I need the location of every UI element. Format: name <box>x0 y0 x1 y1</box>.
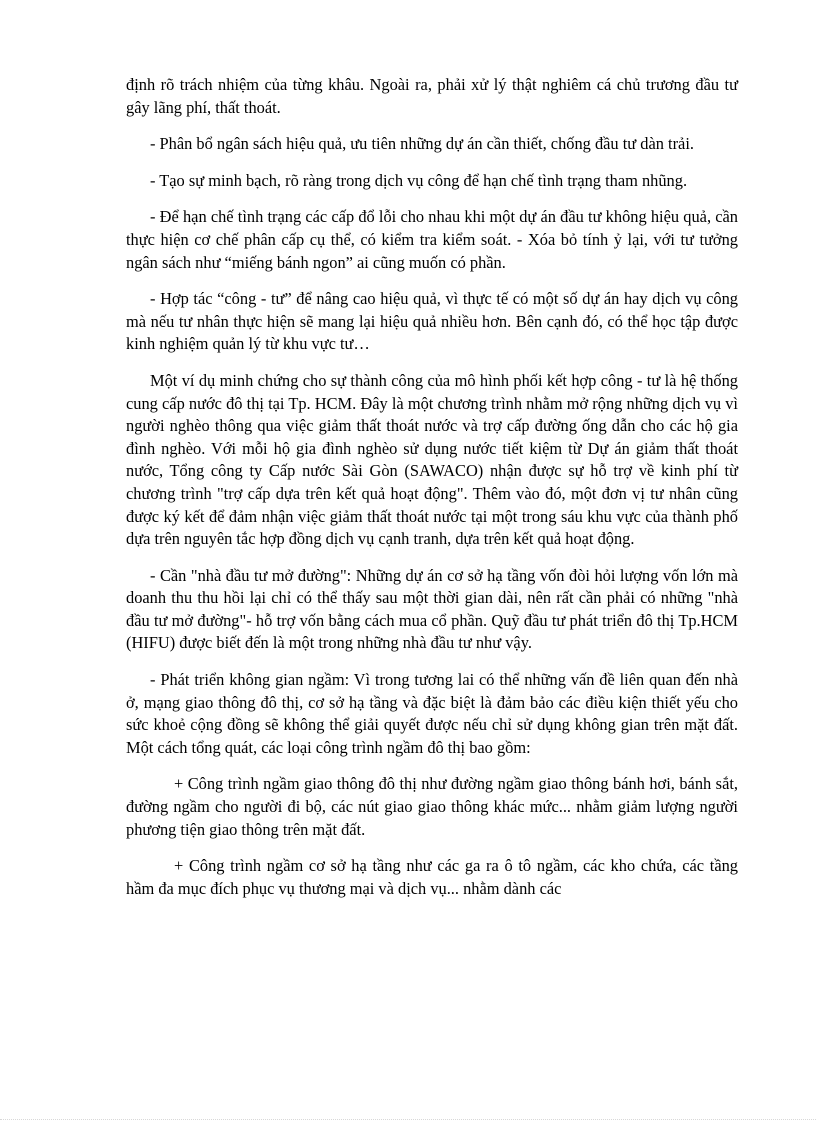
paragraph-underground-space: - Phát triển không gian ngầm: Vì trong tương lai có thể những vấn đề liên quan đến nhà ở, mạng giao thông đô thị, cơ sở hạ tầng và đặc biệt là đảm bảo các điều kiện thiết yếu cho sức khoẻ cộng đồng sẽ không thể giải quyết được nếu chỉ sử dụng không gian trên mặt đất. Một cách tổng quát, các loại công trình ngầm đô thị bao gồm: <box>126 670 738 757</box>
paragraph-public-private: - Hợp tác “công - tư” để nâng cao hiệu quả, vì thực tế có một số dự án hay dịch vụ công mà nếu tư nhân thực hiện sẽ mang lại hiệu quả nhiều hơn. Bên cạnh đó, có thể học tập được kinh nghiệm quản lý từ khu vực tư… <box>126 289 738 354</box>
paragraph-transparency: - Tạo sự minh bạch, rõ ràng trong dịch vụ công để hạn chế tình trạng tham nhũng. <box>150 170 688 190</box>
paragraph-continuation: định rõ trách nhiệm của từng khâu. Ngoài ra, phải xử lý thật nghiêm cá chủ trương đầu tư gây lãng phí, thất thoát. <box>126 75 738 117</box>
paragraph-budget-allocation: - Phân bổ ngân sách hiệu quả, ưu tiên những dự án cần thiết, chống đầu tư dàn trải. <box>150 134 694 154</box>
page-bottom-divider <box>0 1119 816 1120</box>
paragraph-underground-transport: + Công trình ngầm giao thông đô thị như đường ngầm giao thông bánh hơi, bánh sắt, đường ngầm cho người đi bộ, các nút giao giao thông khác mức... nhằm giảm lượng người phương tiện giao thông trên mặt đất. <box>126 774 738 839</box>
paragraph-decentralization: - Để hạn chế tình trạng các cấp đổ lỗi cho nhau khi một dự án đầu tư không hiệu quả, cần thực hiện cơ chế phân cấp cụ thể, có kiểm tra kiểm soát. - Xóa bỏ tính ỷ lại, với tư tưởng ngân sách như “miếng bánh ngon” ai cũng muốn có phần. <box>126 207 738 272</box>
document-page <box>126 74 738 914</box>
paragraph-pioneer-investor: - Cần "nhà đầu tư mở đường": Những dự án cơ sở hạ tầng vốn đòi hỏi lượng vốn lớn mà doanh thu thu hồi lại chỉ có thể thấy sau một thời gian dài, nên rất cần phải có những "nhà đầu tư mở đường"- hỗ trợ vốn bằng cách mua cổ phần. Quỹ đầu tư phát triển đô thị Tp.HCM (HIFU) được biết đến là một trong những nhà đầu tư như vậy. <box>126 565 738 653</box>
paragraph-example-sawaco: Một ví dụ minh chứng cho sự thành công của mô hình phối kết hợp công - tư là hệ thống cung cấp nước đô thị tại Tp. HCM. Đây là một chương trình nhằm mở rộng những dịch vụ vì người nghèo thông qua việc giảm thất thoát nước và trợ cấp đường ống dẫn cho các hộ gia đình nghèo. Với mỗi hộ gia đình nghèo sử dụng nước tiết kiệm từ Dự án giảm thất thoát nước, Tổng công ty Cấp nước Sài Gòn (SAWACO) nhận được sự hỗ trợ về kinh phí từ chương trình "trợ cấp dựa trên kết quả hoạt động". Thêm vào đó, một đơn vị tư nhân cũng được ký kết để đảm nhận việc giảm thất thoát nước tại một trong sáu khu vực của thành phố dựa trên nguyên tắc hợp đồng dịch vụ cạnh tranh, dựa trên kết quả hoạt động. <box>126 370 738 549</box>
paragraph-underground-infrastructure: + Công trình ngầm cơ sở hạ tầng như các ga ra ô tô ngầm, các kho chứa, các tầng hầm đa mục đích phục vụ thương mại và dịch vụ... nhằm dành các <box>126 856 738 898</box>
